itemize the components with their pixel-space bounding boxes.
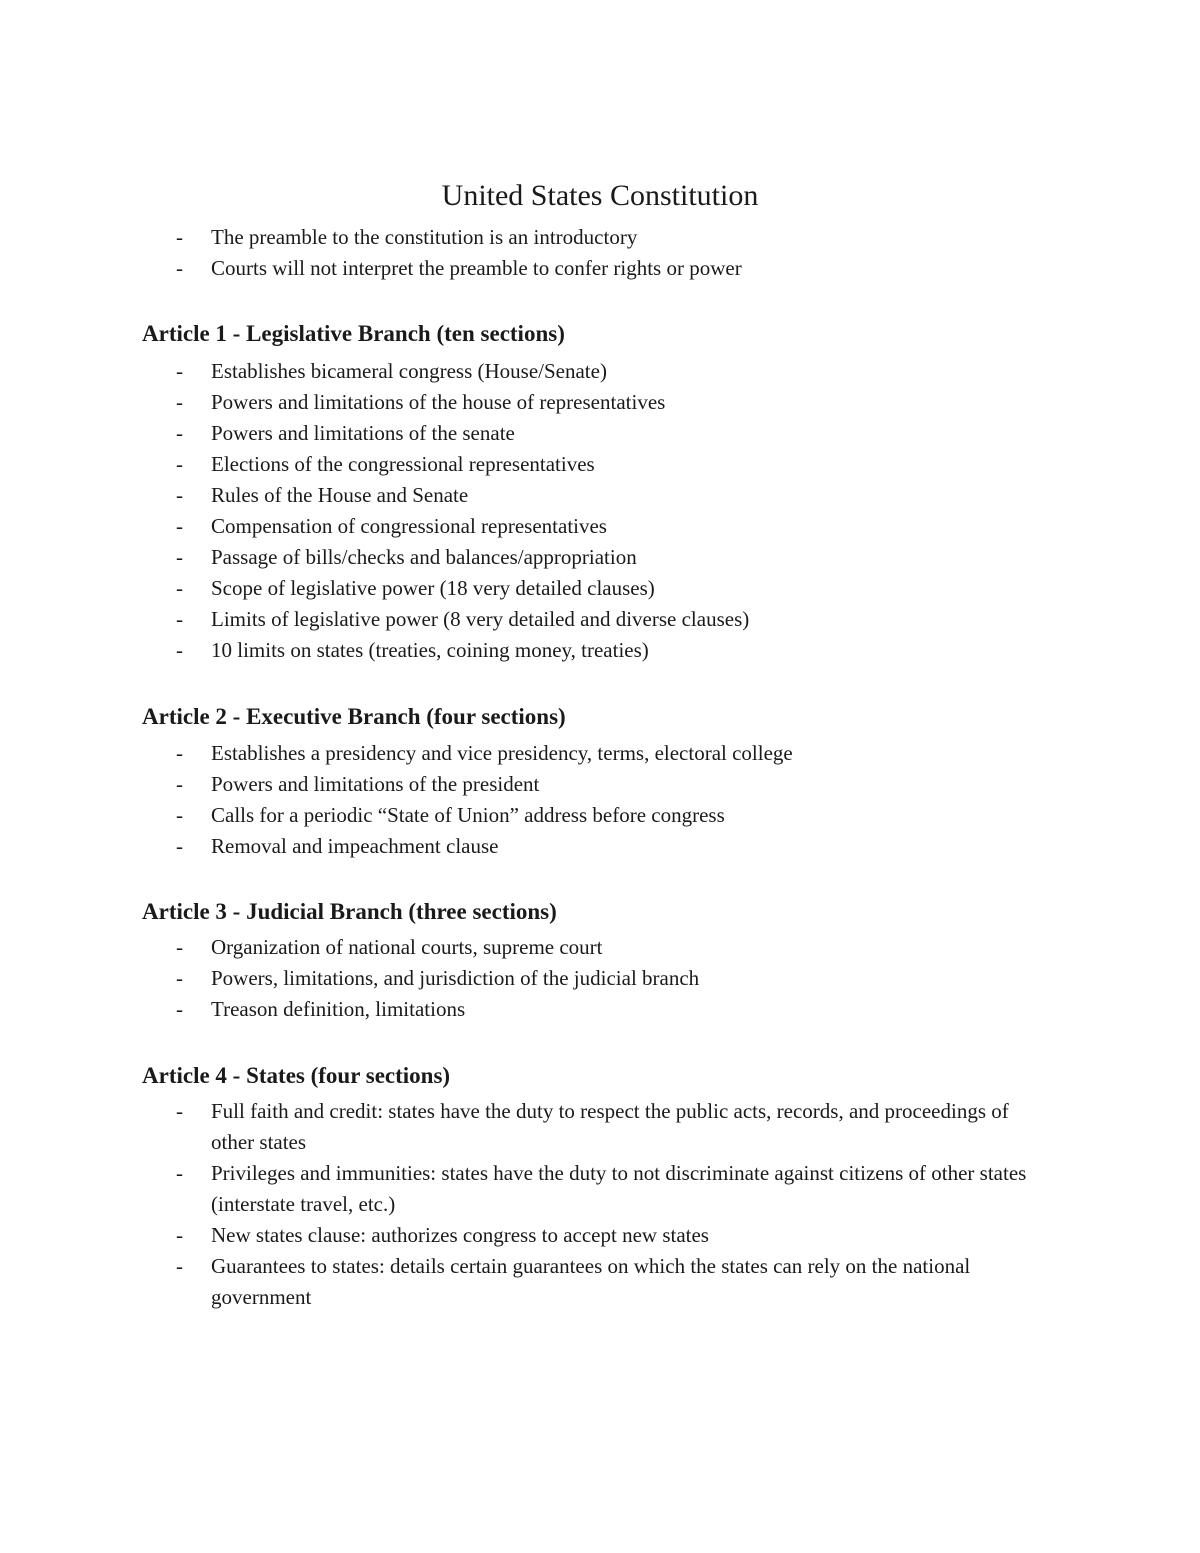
- bullet-dash: -: [176, 390, 183, 414]
- bullet-dash: -: [176, 741, 183, 765]
- list-item-text: Powers and limitations of the senate: [211, 421, 515, 445]
- article-2-list: [0, 738, 1031, 862]
- list-item: [0, 1220, 1031, 1251]
- list-item-text: Rules of the House and Senate: [211, 483, 469, 507]
- bullet-dash: -: [176, 359, 183, 383]
- list-item-text: Establishes a presidency and vice presidency, terms, electoral college: [211, 741, 793, 765]
- list-item-text: Powers, limitations, and jurisdiction of the judicial branch: [211, 966, 700, 990]
- bullet-dash: -: [176, 1223, 183, 1247]
- list-item: [0, 356, 1031, 387]
- bullet-dash: -: [176, 638, 183, 662]
- article-3-heading: Article 3 - Judicial Branch (three sections): [142, 899, 557, 924]
- list-item-text: Removal and impeachment clause: [211, 834, 499, 858]
- list-item-text: Treason definition, limitations: [211, 997, 466, 1021]
- list-item-text: Limits of legislative power (8 very detailed and diverse clauses): [211, 607, 750, 631]
- list-item-text: Calls for a periodic “State of Union” address before congress: [211, 803, 725, 827]
- bullet-dash: -: [176, 607, 183, 631]
- list-item: [0, 932, 1031, 963]
- list-item: [0, 480, 1031, 511]
- list-item: [0, 222, 1031, 253]
- list-item-text: New states clause: authorizes congress to accept new states: [211, 1223, 709, 1247]
- list-item-text: 10 limits on states (treaties, coining money, treaties): [211, 638, 649, 662]
- page-title: United States Constitution: [441, 179, 759, 212]
- list-item: [0, 511, 1031, 542]
- list-item: [0, 635, 1031, 666]
- bullet-dash: -: [176, 834, 183, 858]
- list-item-text: Compensation of congressional representatives: [211, 514, 607, 538]
- list-item: [0, 738, 1031, 769]
- list-item: [0, 387, 1031, 418]
- bullet-dash: -: [176, 1161, 183, 1185]
- list-item: [0, 1096, 1031, 1158]
- list-item: [0, 542, 1031, 573]
- intro-list: [0, 222, 1031, 284]
- list-item-text: Establishes bicameral congress (House/Senate): [211, 359, 607, 383]
- list-item: [0, 1158, 1031, 1220]
- list-item-text: Courts will not interpret the preamble to confer rights or power: [211, 256, 742, 280]
- list-item-text: Scope of legislative power (18 very detailed clauses): [211, 576, 655, 600]
- list-item: [0, 418, 1031, 449]
- list-item-text: The preamble to the constitution is an introductory: [211, 225, 638, 249]
- list-item: [0, 994, 1031, 1025]
- bullet-dash: -: [176, 935, 183, 959]
- list-item-text: Passage of bills/checks and balances/appropriation: [211, 545, 637, 569]
- bullet-dash: -: [176, 772, 183, 796]
- list-item-text: Full faith and credit: states have the duty to respect the public acts, records, and proceedings of other states: [211, 1099, 1009, 1154]
- bullet-dash: -: [176, 256, 183, 280]
- list-item-text: Powers and limitations of the president: [211, 772, 540, 796]
- bullet-dash: -: [176, 514, 183, 538]
- article-1-list: [0, 356, 1031, 666]
- bullet-dash: -: [176, 545, 183, 569]
- bullet-dash: -: [176, 803, 183, 827]
- list-item-text: Privileges and immunities: states have the duty to not discriminate against citizens of other states (interstate travel, etc.): [211, 1161, 1027, 1216]
- list-item: [0, 253, 1031, 284]
- article-1-heading: Article 1 - Legislative Branch (ten sections): [142, 321, 565, 346]
- bullet-dash: -: [176, 483, 183, 507]
- bullet-dash: -: [176, 997, 183, 1021]
- list-item: [0, 449, 1031, 480]
- bullet-dash: -: [176, 452, 183, 476]
- list-item-text: Powers and limitations of the house of representatives: [211, 390, 666, 414]
- list-item: [0, 573, 1031, 604]
- bullet-dash: -: [176, 1099, 183, 1123]
- list-item-text: Elections of the congressional representatives: [211, 452, 595, 476]
- list-item: [0, 604, 1031, 635]
- bullet-dash: -: [176, 576, 183, 600]
- bullet-dash: -: [176, 225, 183, 249]
- article-4-list: [0, 1096, 1031, 1313]
- article-4-heading: Article 4 - States (four sections): [142, 1063, 451, 1088]
- list-item-text: Guarantees to states: details certain guarantees on which the states can rely on the national government: [211, 1254, 971, 1309]
- bullet-dash: -: [176, 966, 183, 990]
- bullet-dash: -: [176, 1254, 183, 1278]
- list-item: [0, 963, 1031, 994]
- list-item: [0, 769, 1031, 800]
- article-3-list: [0, 932, 1031, 1025]
- list-item-text: Organization of national courts, supreme court: [211, 935, 603, 959]
- bullet-dash: -: [176, 421, 183, 445]
- list-item: [0, 800, 1031, 831]
- list-item: [0, 831, 1031, 862]
- list-item: [0, 1251, 1031, 1313]
- article-2-heading: Article 2 - Executive Branch (four sections): [142, 704, 566, 729]
